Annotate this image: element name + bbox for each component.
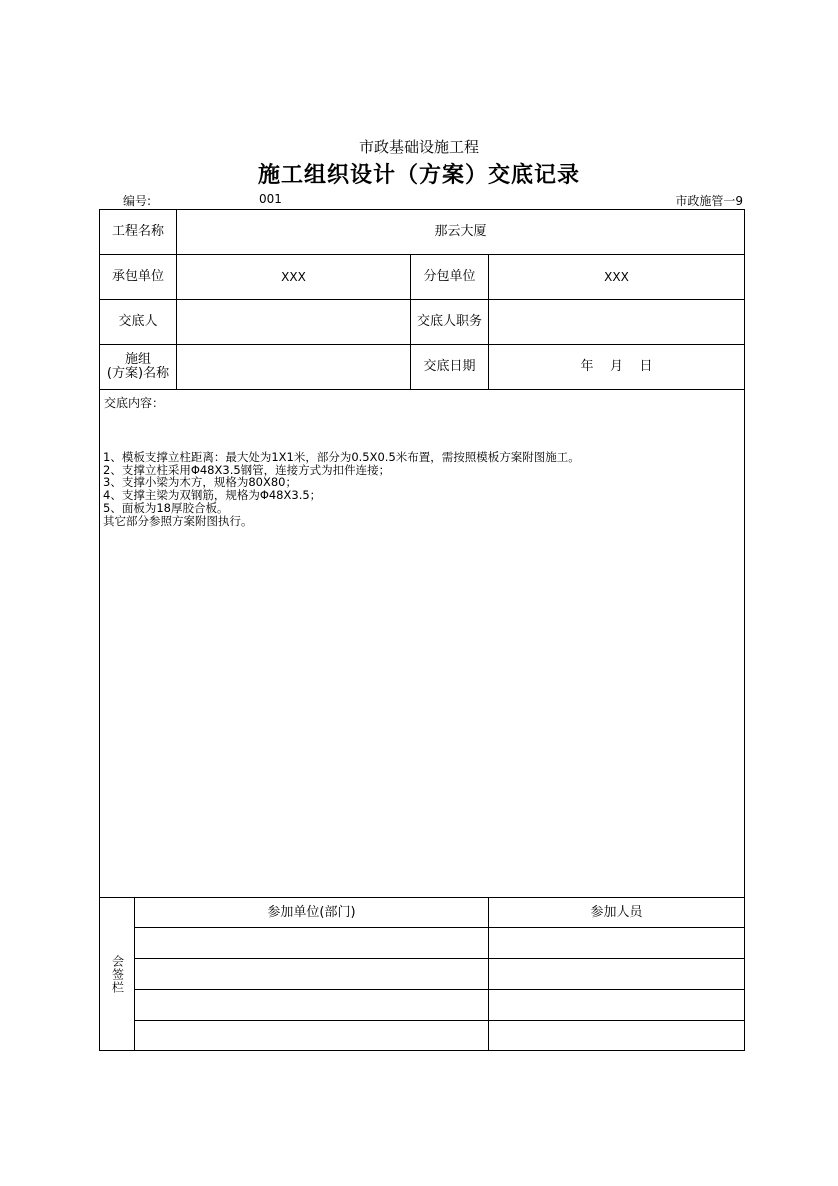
briefer-title-label: 交底人职务: [416, 314, 482, 329]
content-line: 3、支撑小梁为木方，规格为80X80；: [103, 475, 297, 490]
row-divider: [135, 958, 745, 959]
date-label: 交底日期: [423, 359, 476, 374]
row-divider: [135, 1020, 745, 1021]
contractor-value: XXX: [281, 270, 306, 284]
form-code: 市政施管一9: [675, 194, 743, 208]
scheme-name-label: [100, 345, 176, 389]
subcontractor-value: XXX: [604, 270, 629, 284]
signoff-section-label: [100, 898, 134, 1050]
signoff-unit-header: 参加单位(部门): [267, 904, 356, 920]
project-name-value: 那云大厦: [434, 224, 487, 239]
content-line: 5、面板为18厚胶合板。: [103, 500, 229, 515]
content-line: 其它部分参照方案附图执行。: [103, 513, 253, 528]
content-label: 交底内容：: [104, 396, 165, 410]
content-line: 1、模板支撑立柱距离：最大处为1X1米，部分为0.5X0.5米布置，需按照模板方案附图施工。: [103, 450, 580, 464]
signoff-label-text: 会签栏: [110, 954, 125, 994]
row-divider: [135, 989, 745, 990]
scheme-name-label-line1: 施组: [124, 352, 151, 367]
row-divider: [135, 927, 745, 928]
project-name-label: 工程名称: [111, 224, 164, 239]
briefer-title-value: [489, 300, 744, 344]
signoff-people-header: 参加人员: [590, 904, 643, 920]
form-title: 施工组织设计（方案）交底记录: [257, 162, 580, 188]
briefer-value: [177, 300, 410, 344]
form-subtitle: 市政基础设施工程: [358, 138, 479, 156]
subcontractor-label: 分包单位: [423, 269, 476, 284]
row-divider: [99, 389, 745, 390]
number-value: 001: [259, 192, 282, 206]
content-body: [103, 451, 580, 527]
scheme-name-label-line2: (方案)名称: [106, 366, 170, 381]
content-line: 2、支撑立柱采用Φ48X3.5钢管，连接方式为扣件连接；: [103, 462, 391, 477]
contractor-label: 承包单位: [111, 269, 164, 284]
briefer-label: 交底人: [118, 314, 158, 329]
date-value: 年 月 日: [580, 359, 653, 374]
scheme-name-value: [177, 345, 410, 389]
content-line: 4、支撑主梁为双钢筋，规格为Φ48X3.5；: [103, 488, 322, 503]
number-label: 编号:: [123, 194, 152, 208]
